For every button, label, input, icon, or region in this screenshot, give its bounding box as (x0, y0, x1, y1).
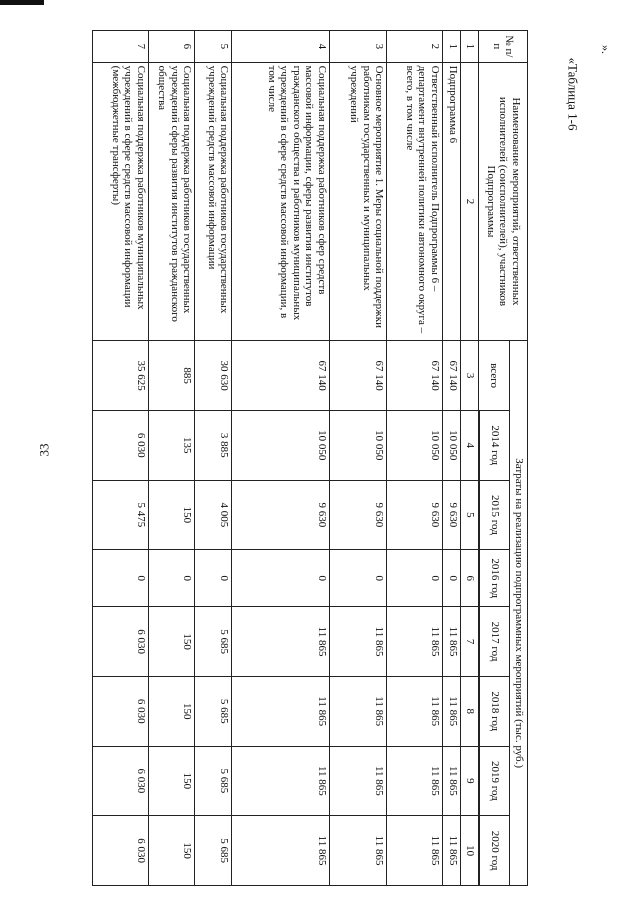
row-value: 5 685 (195, 746, 232, 816)
row-value: 11 865 (329, 607, 387, 677)
row-value: 5 685 (195, 676, 232, 746)
row-num: 6 (148, 31, 195, 63)
row-value: 11 865 (387, 746, 443, 816)
corner-mark (0, 0, 44, 5)
row-value: 3 885 (195, 410, 232, 480)
row-num: 5 (195, 31, 232, 63)
row-name: Социальная поддержка работников сфер средств массовой информации, сферы развития институтов гражданского общества и работников муниципальных учреждений в сфере средств массовой информации, в том числе (232, 62, 329, 341)
row-value: 0 (232, 550, 329, 607)
row-value: 5 475 (93, 480, 149, 550)
row-value: 6 030 (93, 816, 149, 886)
row-total: 885 (148, 341, 195, 411)
row-value: 0 (443, 550, 461, 607)
row-name: Ответственный исполнитель Подпрограммы 6 – департамент внутренней политики автономного округа – всего, в том числе (387, 62, 443, 341)
row-num: 1 (443, 31, 461, 63)
row-name: Подпрограмма 6 (443, 62, 461, 341)
row-value: 11 865 (232, 607, 329, 677)
row-value: 11 865 (232, 816, 329, 886)
header-name: Наименование мероприятий, ответственных исполнителей (соисполнителей), участников Подпрограммы (478, 62, 527, 341)
table-row (148, 31, 195, 886)
column-number: 4 (460, 410, 478, 480)
table-row (93, 31, 149, 886)
header-year: 2018 год (480, 676, 510, 746)
row-value: 0 (93, 550, 149, 607)
row-total: 67 140 (443, 341, 461, 411)
header-year: 2017 год (480, 607, 510, 677)
row-name: Основное мероприятие 1. Меры социальной поддержки работникам государственных и муниципальных учреждений (329, 62, 387, 341)
row-total: 67 140 (387, 341, 443, 411)
header-costs-title: Затраты на реализацию подпрограммных мероприятий (тыс. руб.) (510, 341, 528, 886)
row-value: 6 030 (93, 607, 149, 677)
header-year: 2016 год (480, 550, 510, 607)
column-number: 3 (460, 341, 478, 411)
row-total: 67 140 (329, 341, 387, 411)
row-total: 67 140 (232, 341, 329, 411)
header-num: № п/п (478, 31, 527, 63)
row-value: 11 865 (387, 676, 443, 746)
row-value: 150 (148, 746, 195, 816)
row-value: 6 030 (93, 410, 149, 480)
row-value: 10 050 (232, 410, 329, 480)
row-value: 150 (148, 607, 195, 677)
column-number: 7 (460, 607, 478, 677)
table-rotated-wrapper (92, 30, 528, 886)
column-number: 1 (460, 31, 478, 63)
row-value: 11 865 (443, 746, 461, 816)
row-value: 150 (148, 676, 195, 746)
column-number: 5 (460, 480, 478, 550)
row-value: 11 865 (387, 607, 443, 677)
table-row (232, 31, 329, 886)
row-value: 11 865 (329, 746, 387, 816)
column-number: 9 (460, 746, 478, 816)
row-value: 5 685 (195, 816, 232, 886)
row-value: 150 (148, 480, 195, 550)
column-number: 8 (460, 676, 478, 746)
table-row (387, 31, 443, 886)
row-value: 11 865 (443, 607, 461, 677)
column-number: 2 (460, 62, 478, 341)
row-value: 11 865 (443, 816, 461, 886)
header-year: 2014 год (480, 410, 510, 480)
closing-mark: ». (599, 45, 613, 54)
row-value: 11 865 (232, 746, 329, 816)
row-num: 7 (93, 31, 149, 63)
row-value: 10 050 (443, 410, 461, 480)
row-value: 135 (148, 410, 195, 480)
costs-table (92, 30, 528, 886)
row-value: 10 050 (387, 410, 443, 480)
row-value: 11 865 (387, 816, 443, 886)
header-year: 2015 год (480, 480, 510, 550)
column-number: 6 (460, 550, 478, 607)
row-value: 5 685 (195, 607, 232, 677)
row-name: Социальная поддержка работников государственных учреждений средств массовой информации (195, 62, 232, 341)
header-row-1 (510, 31, 528, 886)
column-number: 10 (460, 816, 478, 886)
row-value: 10 050 (329, 410, 387, 480)
row-value: 6 030 (93, 676, 149, 746)
row-value: 0 (195, 550, 232, 607)
row-value: 11 865 (329, 676, 387, 746)
row-value: 150 (148, 816, 195, 886)
row-value: 9 630 (387, 480, 443, 550)
table-row (195, 31, 232, 886)
row-num: 2 (387, 31, 443, 63)
row-value: 0 (148, 550, 195, 607)
row-value: 0 (329, 550, 387, 607)
header-total: всего (478, 341, 509, 411)
row-total: 35 625 (93, 341, 149, 411)
table-caption: «Таблица 1-6 (565, 57, 581, 131)
row-name: Социальная поддержка работников муниципальных учреждений в сфере средств массовой информации (межбюджетные трансферты) (93, 62, 149, 341)
row-total: 30 630 (195, 341, 232, 411)
row-num: 3 (329, 31, 387, 63)
table-row (443, 31, 461, 886)
page-number: 33 (36, 443, 52, 457)
row-value: 9 630 (443, 480, 461, 550)
row-value: 11 865 (443, 676, 461, 746)
row-num: 4 (232, 31, 329, 63)
table-row (329, 31, 387, 886)
column-number-row (460, 31, 478, 886)
row-value: 11 865 (232, 676, 329, 746)
row-value: 6 030 (93, 746, 149, 816)
row-value: 9 630 (232, 480, 329, 550)
row-value: 11 865 (329, 816, 387, 886)
row-name: Социальная поддержка работников государственных учреждений сферы развития институтов гражданского общества (148, 62, 195, 341)
row-value: 0 (387, 550, 443, 607)
header-year: 2020 год (480, 816, 510, 886)
row-value: 4 005 (195, 480, 232, 550)
row-value: 9 630 (329, 480, 387, 550)
header-year: 2019 год (480, 746, 510, 816)
